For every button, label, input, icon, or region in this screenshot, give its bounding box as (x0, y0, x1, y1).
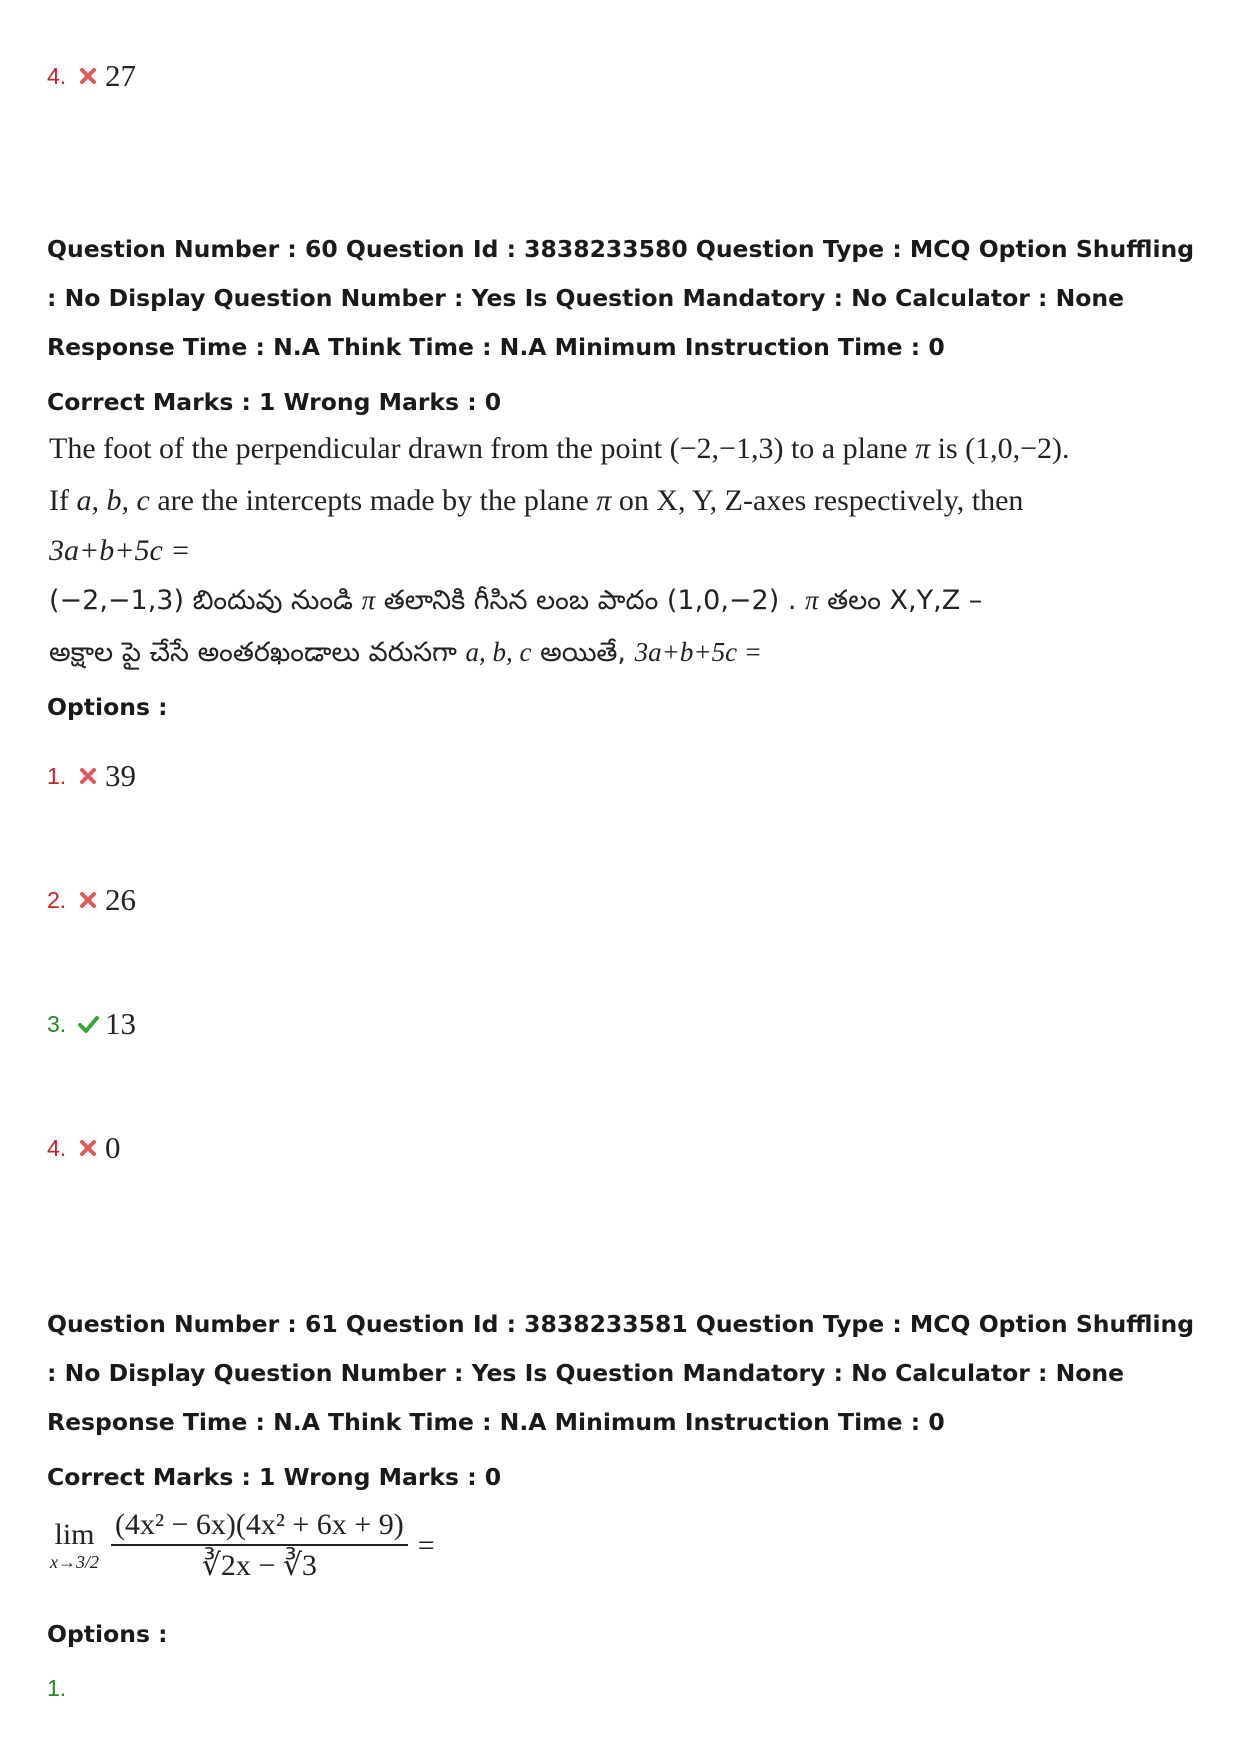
option-number: 4. (47, 1134, 67, 1161)
question-60-telugu-line-2: అక్షాల పై చేసే అంతరఖండాలు వరుసగా a, b, c అయితే, 3a+b+5c = (49, 637, 763, 668)
question-61-formula (50, 1508, 435, 1583)
question-60-expression: 3a+b+5c = (49, 534, 191, 567)
option-number: 3. (47, 1010, 67, 1037)
option-number: 1. (47, 762, 67, 789)
fraction-numerator: (4x² − 6x)(4x² + 6x + 9) (111, 1508, 408, 1546)
option-value: 26 (105, 882, 136, 917)
equals-sign: = (417, 1528, 435, 1562)
cross-icon (77, 65, 99, 87)
question-60-meta: Question Number : 60 Question Id : 3838233580 Question Type : MCQ Option Shuffling : No Display Question Number : Yes Is Question Mandatory : No Calculator : None Response Time : N.A Think Time : N.A Minimum Instruction Time : 0 (47, 235, 1195, 361)
question-61-meta: Question Number : 61 Question Id : 3838233581 Question Type : MCQ Option Shuffling : No Display Question Number : Yes Is Question Mandatory : No Calculator : None Response Time : N.A Think Time : N.A Minimum Instruction Time : 0 (47, 1310, 1195, 1436)
question-60-option-1 (47, 758, 136, 794)
fraction-denominator: ∛2x − ∛3 (201, 1549, 317, 1582)
question-61-marks: Correct Marks : 1 Wrong Marks : 0 (47, 1463, 502, 1491)
question-60-options-label: Options : (47, 693, 168, 721)
cross-icon (77, 1137, 99, 1159)
limit-operator: lim x→3/2 (50, 1518, 99, 1572)
option-value: 27 (105, 58, 136, 93)
check-icon (77, 1013, 99, 1035)
question-60-english-line-2: If a, b, c are the intercepts made by the plane π on X, Y, Z-axes respectively, then (49, 484, 1024, 517)
limit-fraction (111, 1508, 408, 1583)
option-value: 0 (105, 1130, 121, 1165)
question-61-options-label: Options : (47, 1620, 168, 1648)
question-61-option-1 (47, 1675, 77, 1702)
question-60-option-4 (47, 1130, 121, 1166)
question-60-option-3 (47, 1006, 136, 1042)
option-number: 2. (47, 886, 67, 913)
option-value: 13 (105, 1006, 136, 1041)
prev-option-4 (47, 58, 136, 94)
option-number: 4. (47, 62, 67, 89)
cross-icon (77, 889, 99, 911)
question-60-english-line-1: The foot of the perpendicular drawn from the point (−2,−1,3) to a plane π is (1,0,−2). (49, 432, 1070, 465)
cross-icon (77, 765, 99, 787)
option-number: 1. (47, 1675, 67, 1701)
question-60-marks: Correct Marks : 1 Wrong Marks : 0 (47, 388, 502, 416)
question-60-telugu-line-1: (−2,−1,3) బిందువు నుండి π తలానికి గీసిన లంబ పాదం (1,0,−2) . π తలం X,Y,Z – (49, 585, 983, 616)
question-60-option-2 (47, 882, 136, 918)
option-value: 39 (105, 758, 136, 793)
